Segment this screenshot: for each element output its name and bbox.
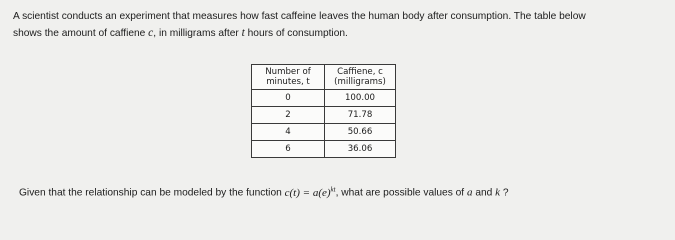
question-text-b: , what are possible values of — [335, 187, 467, 199]
header-minutes: Number of minutes, t — [252, 65, 325, 90]
table-row — [252, 141, 396, 158]
caffeine-table — [251, 64, 396, 158]
table-row — [252, 90, 396, 107]
intro-text-c: hours of consumption. — [244, 28, 348, 39]
caffeine-table-container — [251, 64, 396, 158]
question-text-d: ? — [500, 187, 509, 199]
cell-minutes: 4 — [252, 124, 325, 141]
cell-minutes: 0 — [252, 90, 325, 107]
question-text-a: Given that the relationship can be modeled by the function — [19, 187, 285, 199]
variable-c: c — [148, 27, 154, 39]
cell-minutes: 6 — [252, 141, 325, 158]
model-function: $c(t) = a(e)^{kt}$ — [284, 185, 336, 199]
question-text-c: and — [472, 187, 496, 199]
cell-caffeine: 50.66 — [325, 124, 396, 141]
intro-text-b: , in milligrams after — [153, 28, 242, 39]
variable-t: t — [241, 27, 245, 39]
variable-k: k — [495, 186, 501, 199]
question-text — [19, 182, 509, 201]
table-row — [252, 124, 396, 141]
variable-a: a — [466, 186, 473, 199]
intro-line-1: A scientist conducts an experiment that measures how fast caffeine leaves the human body after consumption. The table below — [13, 11, 586, 22]
intro-text-a: shows the amount of caffiene — [13, 28, 149, 39]
function-exponent: kt — [330, 185, 336, 193]
cell-caffeine: 36.06 — [325, 141, 396, 158]
table-header-row — [252, 65, 396, 90]
problem-statement — [13, 9, 613, 42]
cell-caffeine: 71.78 — [325, 107, 396, 124]
table-row — [252, 107, 396, 124]
header-caffeine: Caffiene, c (milligrams) — [325, 65, 396, 90]
cell-caffeine: 100.00 — [325, 90, 396, 107]
cell-minutes: 2 — [252, 107, 325, 124]
intro-line-2 — [13, 25, 613, 42]
